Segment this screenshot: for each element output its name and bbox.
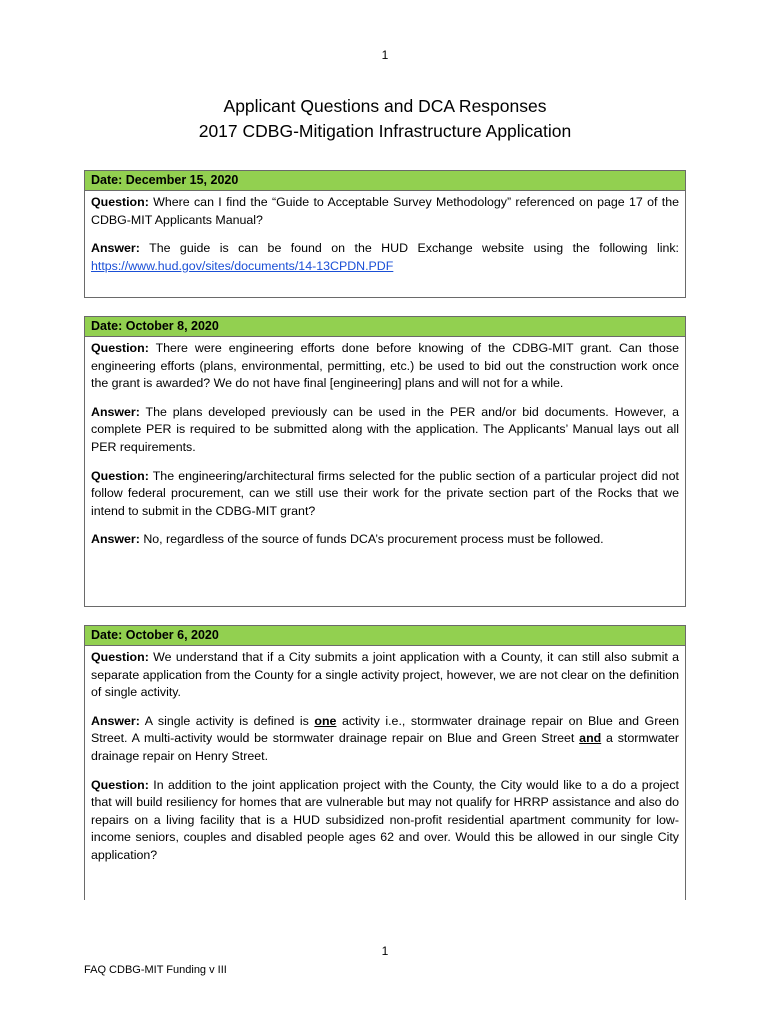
answer: Answer: The plans developed previously can be used in the PER and/or bid documents. However, a complete PER is required to be submitted along with the application. The Applicants’ Manual lays out all PER requirements. [91,404,679,454]
footer-text: FAQ CDBG-MIT Funding v III [84,964,227,976]
entry-date: Date: October 6, 2020 [85,626,685,646]
question: Question: There were engineering efforts done before knowing of the CDBG-MIT grant. Can those engineering efforts (plans, environmental, permitting, etc.) be used to bid out the construction work once the grant is awarded? We do not have final [engineering] plans and will not for a while. [91,341,679,391]
answer: Answer: No, regardless of the source of funds DCA’s procurement process must be followed. [91,532,604,547]
entry-date: Date: October 8, 2020 [85,317,685,337]
faq-entry-oct-6 [84,625,686,900]
title-line-1: Applicant Questions and DCA Responses [223,96,547,116]
answer: Answer: The guide is can be found on the HUD Exchange website using the following link: https://www.hud.gov/sites/documents/14-13CPDN.PDF [91,241,679,273]
faq-entry-dec-15 [84,170,686,298]
question: Question: We understand that if a City submits a joint application with a County, it can still also submit a separate application from the County for a single activity project, however, we are not clear on the definition of single activity. [91,650,679,700]
page-number-top: 1 [381,48,389,62]
question: Question: The engineering/architectural firms selected for the public section of a particular project did not follow federal procurement, can we still use their work for the private section part of the Rocks that we intend to submit in the CDBG-MIT grant? [91,468,679,518]
question: Question: In addition to the joint application project with the County, the City would like to a do a project that will build resiliency for homes that are vulnerable but may not qualify for HRRP assistance and also do repairs on a living facility that is a HUD subsidized non-profit residential apartment community for low-income seniors, couples and disabled people ages 62 and over. Would this be allowed in our single City application? [91,777,679,862]
document-title [0,94,770,144]
hud-link[interactable]: https://www.hud.gov/sites/documents/14-13CPDN.PDF [91,258,394,273]
answer: Answer: A single activity is defined is one activity i.e., stormwater drainage repair on Blue and Green Street. A multi-activity would be stormwater drainage repair on Blue and Green Street and a stormwater drainage repair on Henry Street. [91,713,679,763]
page-number-bottom: 1 [381,944,389,958]
question: Question: Where can I find the “Guide to Acceptable Survey Methodology” referenced on page 17 of the CDBG-MIT Applicants Manual? [91,195,679,227]
entry-date: Date: December 15, 2020 [85,171,685,191]
title-line-2: 2017 CDBG-Mitigation Infrastructure Application [198,121,572,141]
faq-entry-oct-8 [84,316,686,607]
